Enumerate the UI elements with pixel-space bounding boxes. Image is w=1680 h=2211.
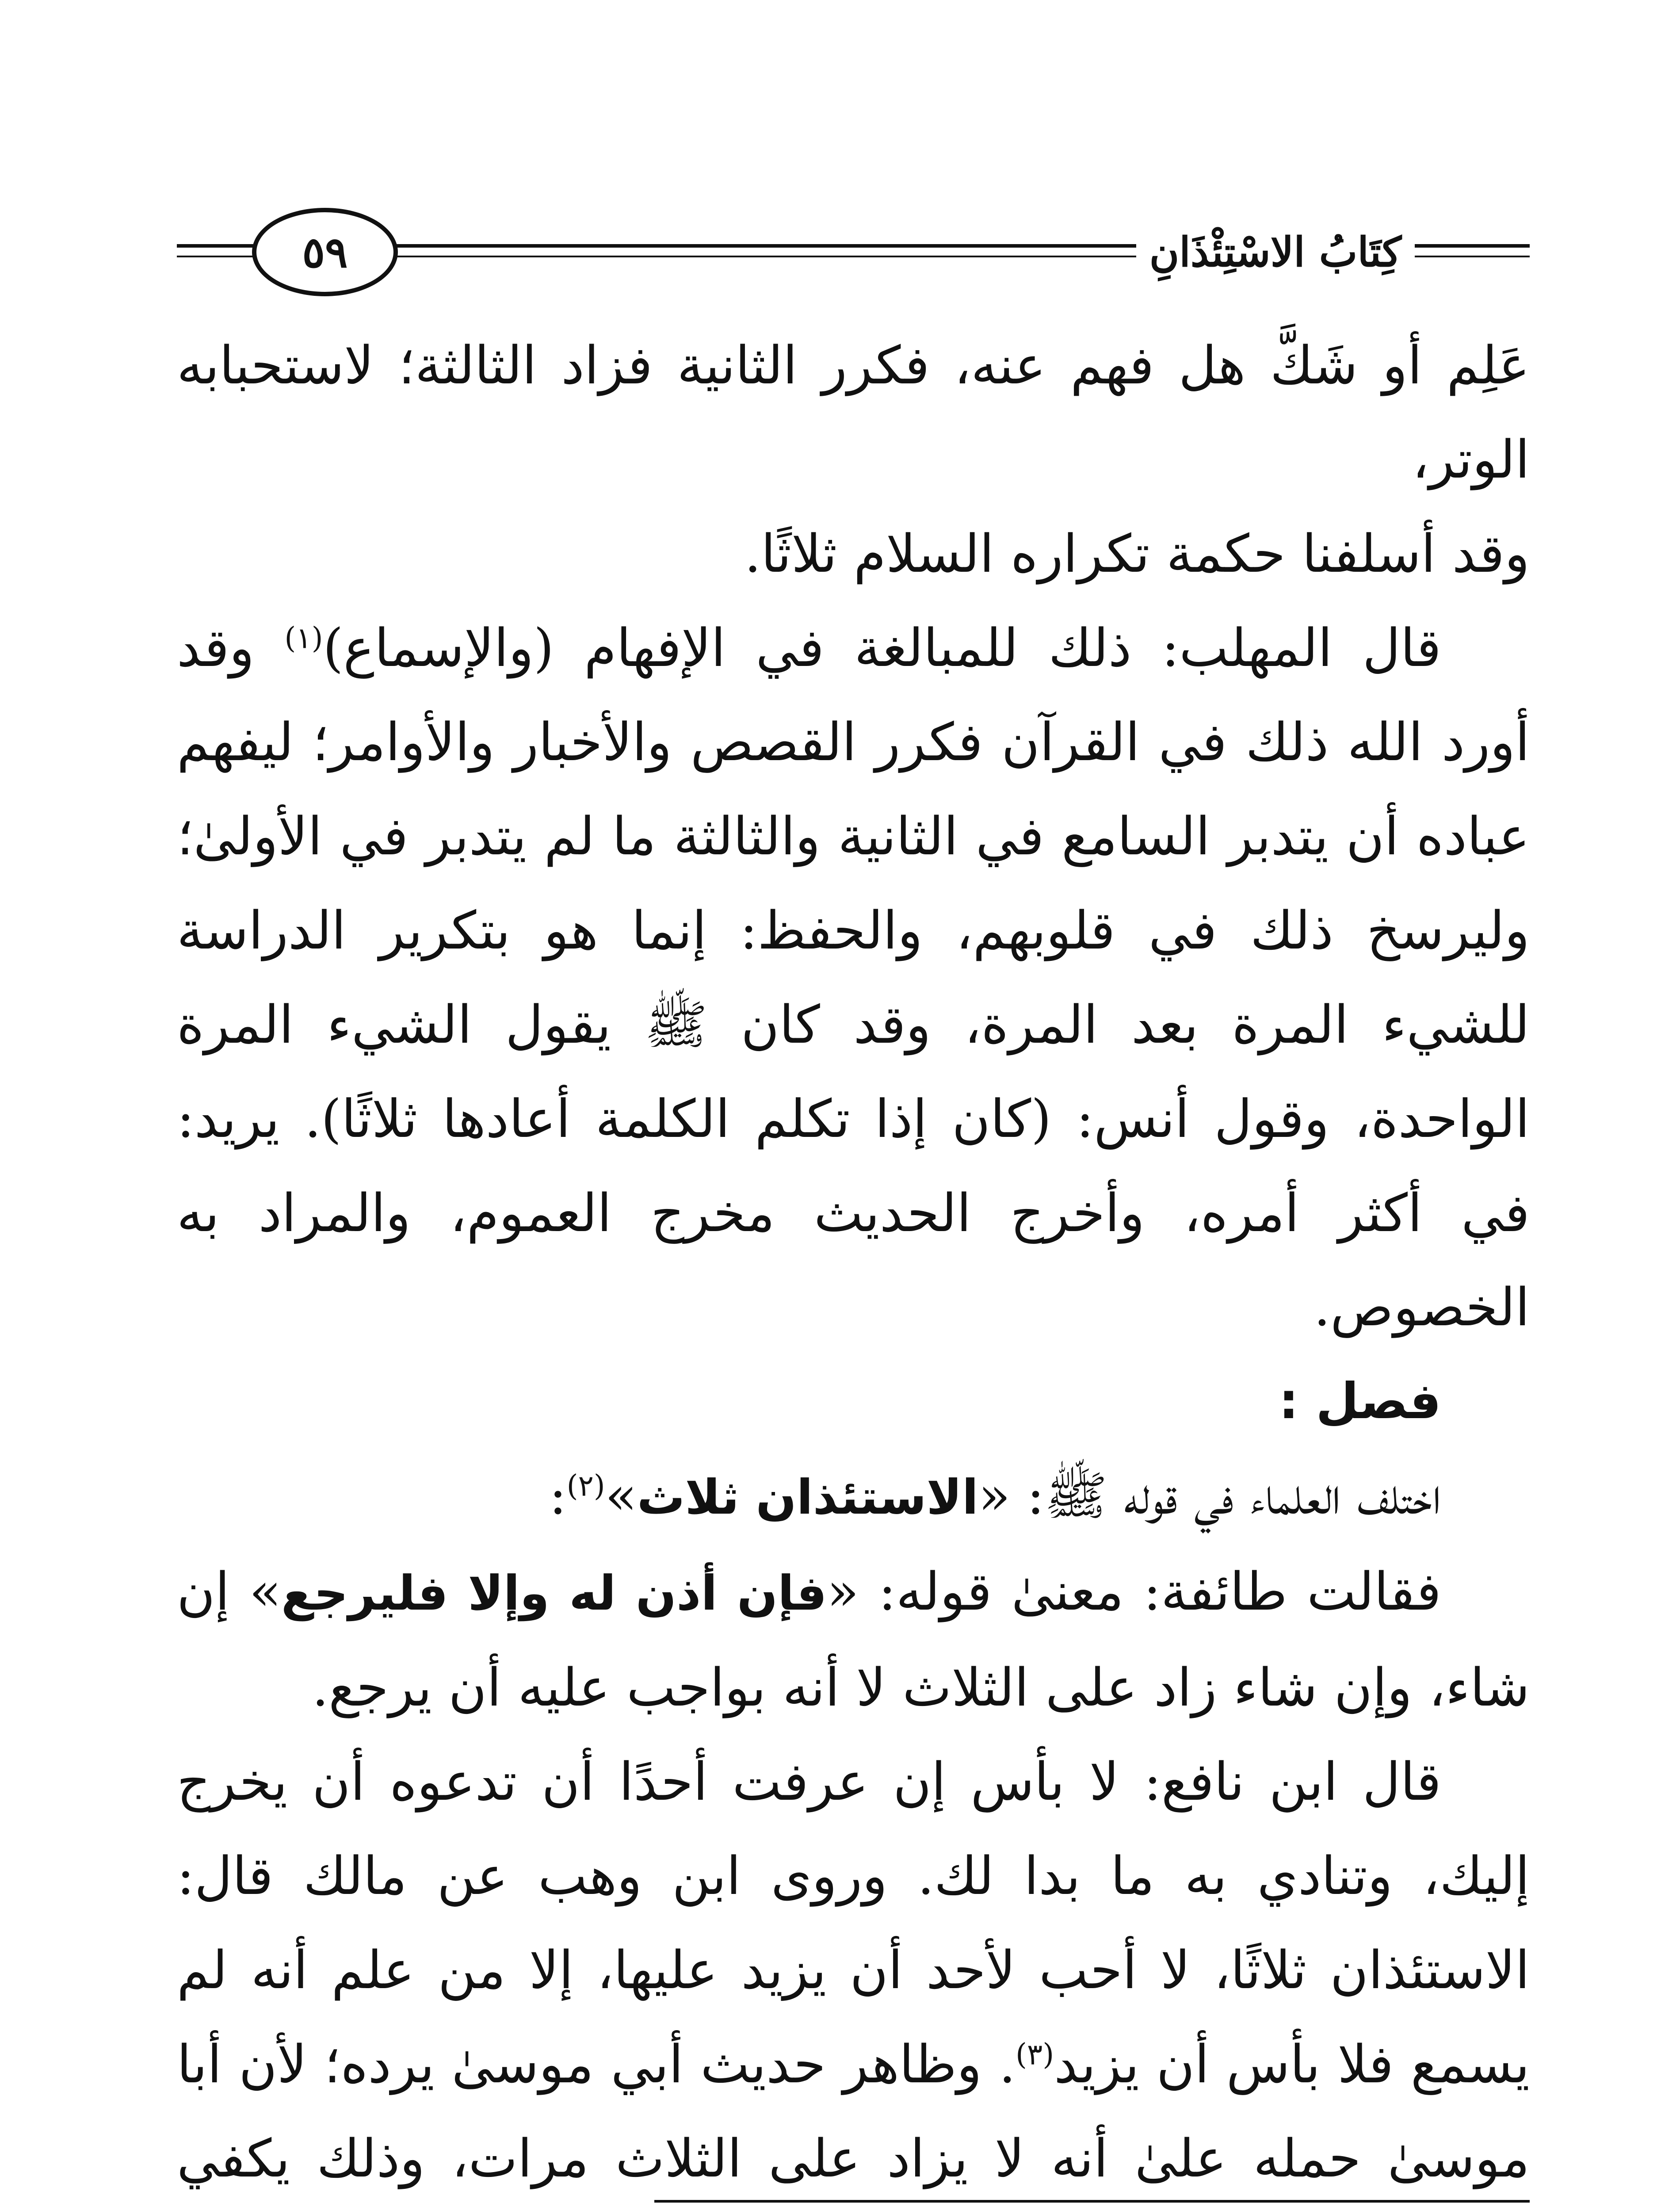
footnote-separator xyxy=(654,2200,1530,2203)
page-number: ٥٩ xyxy=(252,208,398,296)
page-header xyxy=(177,208,1530,296)
paragraph-5 xyxy=(177,1735,1530,2211)
footnote-ref: (١) xyxy=(284,621,323,655)
text-line: وقد أسلفنا حكمة تكراره السلام ثلاثًا. xyxy=(744,523,1530,584)
hadith-quote: فإن أذن له وإلا فليرجع xyxy=(281,1566,827,1621)
paragraph-3 xyxy=(177,1449,1530,1545)
text-run: : xyxy=(549,1465,567,1526)
running-title: كِتَابُ الاسْتِئْذَانِ xyxy=(1136,221,1415,283)
text-line: عَلِم أو شَكَّ هل فهم عنه، فكرر الثانية فزاد الثالثة؛ لاستحبابه الوتر، xyxy=(177,335,1530,490)
hadith-quote: الاستئذان ثلاث xyxy=(637,1470,978,1525)
paragraph-1 xyxy=(177,318,1530,507)
main-text xyxy=(177,318,1530,2211)
text-run: » xyxy=(605,1465,637,1526)
text-run: وقد أورد الله ذلك في القرآن فكرر القصص والأخبار والأوامر؛ ليفهم عباده أن يتدبر السامع في الثانية والثالثة ما لم يتدبر في الأولىٰ؛ وليرسخ ذلك في قلوبهم، والحفظ: إنما هو بتكرير الدراسة للشيء المرة بعد المرة، وقد كان ﷺ يقول الشيء المرة الواحدة، وقول أنس: (كان إذا تكلم الكلمة أعادها ثلاثًا). يريد: في أكثر أمره، وأخرج الحديث مخرج العموم، والمراد به الخصوص. xyxy=(177,617,1530,1338)
section-heading: فصل : xyxy=(1279,1373,1441,1430)
text-run: فقالت طائفة: معنىٰ قوله: « xyxy=(827,1561,1441,1622)
footnote-ref: (٣) xyxy=(1016,2037,1054,2072)
text-run: » إن شاء، وإن شاء زاد على الثلاث لا أنه بواجب عليه أن يرجع. xyxy=(177,1561,1530,1718)
text-run: قال ابن نافع: لا بأس إن عرفت أحدًا أن تدعوه أن يخرج إليك، وتنادي به ما بدا لك. وروى ابن وهب عن مالك قال: الاستئذان ثلاثًا، لا أحب لأحد أن يزيد عليها، إلا من علم أنه لم يسمع فلا بأس أن يزيد xyxy=(177,1751,1530,2095)
text-run: . وظاهر حديث أبي موسىٰ يرده؛ لأن أبا موسىٰ حمله علىٰ أنه لا يزاد على الثلاث مرات، وذلك يكفي xyxy=(177,2034,1530,2189)
text-run: قال المهلب: ذلك للمبالغة في الإفهام (والإسماع) xyxy=(323,617,1441,678)
paragraph-4 xyxy=(177,1545,1530,1735)
paragraph-1-end xyxy=(177,507,1530,601)
footnote-ref: (٢) xyxy=(566,1469,605,1503)
text-run: اختلف العلماء في قوله ﷺ: « xyxy=(978,1465,1441,1526)
paragraph-2 xyxy=(177,601,1530,1354)
